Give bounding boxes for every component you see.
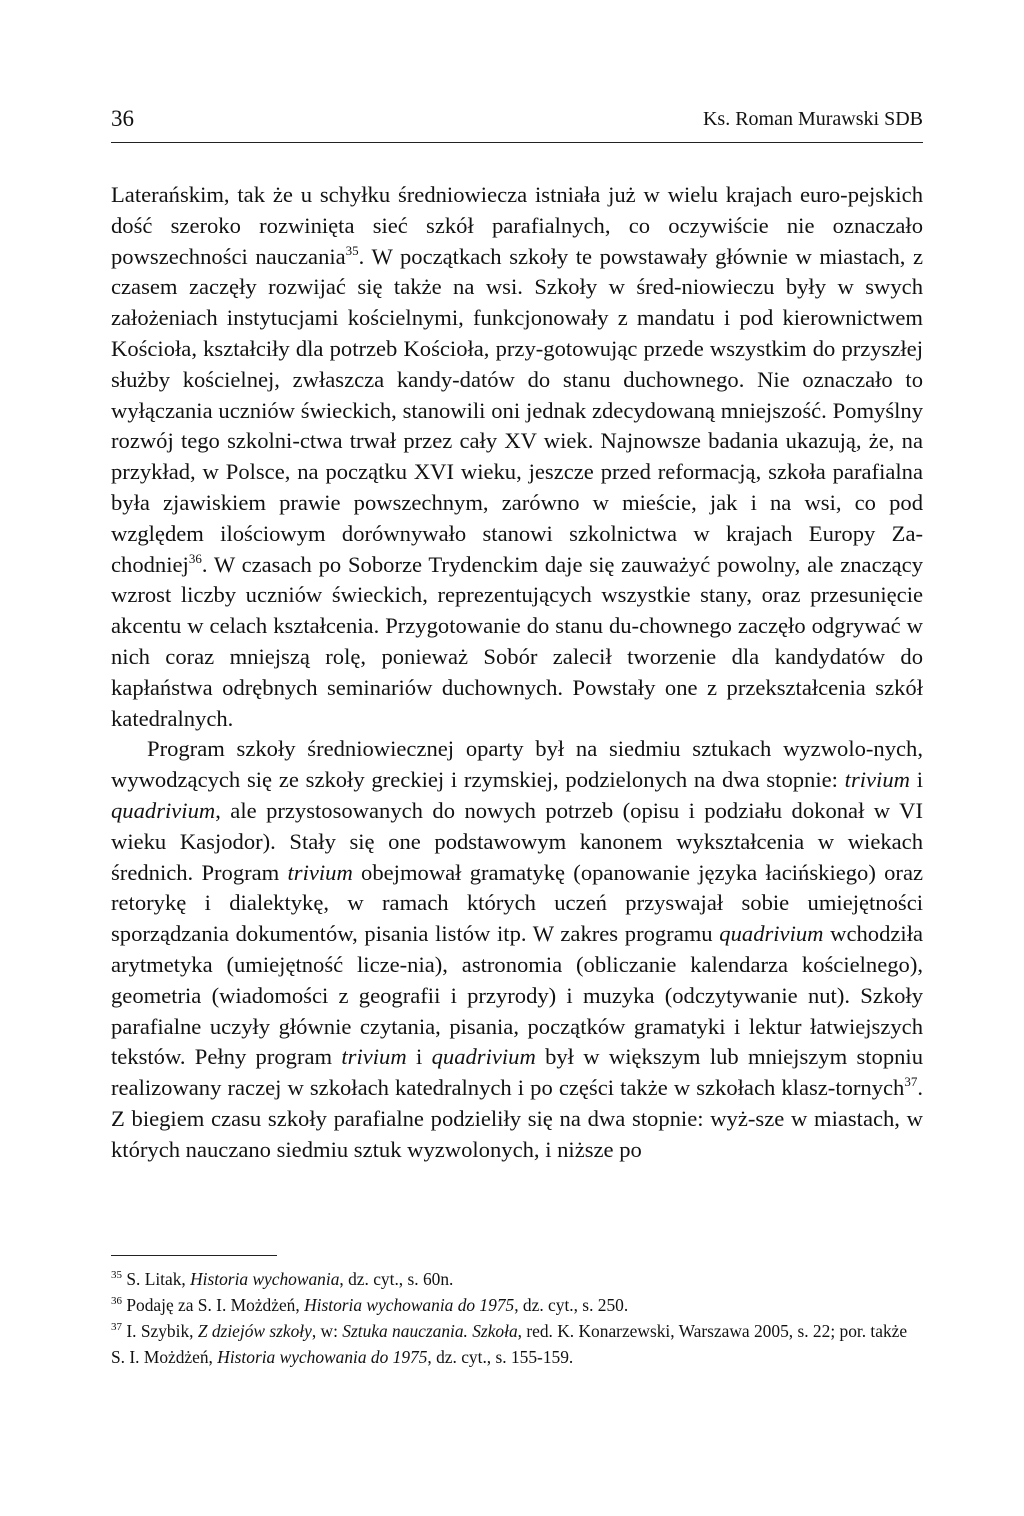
footnote-36 <box>111 1292 923 1318</box>
footnote-title: Sztuka nauczania. Szkoła <box>342 1321 518 1341</box>
italic-term: trivium <box>844 767 910 793</box>
text-run: obejmował gramatykę (opanowanie języka łacińskiego) oraz retorykę i dialektykę, w ramach których uczeń przyswajał sobie umiejętności sporządzania dokumentów, pisania listów itp. W zakres programu <box>111 859 924 947</box>
footnote-text: I. Szybik, <box>122 1321 198 1341</box>
footnote-title: Z dziejów szkoły <box>197 1321 312 1341</box>
main-text <box>111 180 923 1166</box>
paragraph-1 <box>111 180 923 734</box>
italic-term: trivium <box>341 1044 407 1070</box>
footnote-ref-36[interactable]: 36 <box>188 550 202 566</box>
footnote-35 <box>111 1266 923 1292</box>
footnotes <box>111 1266 923 1370</box>
footnote-text: , dz. cyt., s. 250. <box>514 1295 629 1315</box>
footnote-ref-37[interactable]: 37 <box>904 1074 918 1090</box>
footnote-text: S. Litak, <box>122 1269 191 1289</box>
footnote-text: , dz. cyt., s. 155-159. <box>427 1347 574 1367</box>
footnote-ref-35[interactable]: 35 <box>345 242 359 258</box>
text-run: . Z biegiem czasu szkoły parafialne podzieliły się na dwa stopnie: wyż-sze w miastach, w których nauczano siedmiu sztuk wyzwolonych, i niższe po <box>111 1075 923 1162</box>
footnote-number: 36 <box>111 1295 122 1307</box>
footnote-title: Historia wychowania do 1975 <box>304 1295 515 1315</box>
text-run: , ale przystosowanych do nowych potrzeb (opisu i podziału dokonał w VI wieku Kasjodor). Stały się one podstawowym kanonem wykształcenia w wiekach średnich. Program <box>111 797 923 885</box>
page-header <box>111 106 923 143</box>
text-run: Program szkoły średniowiecznej oparty był na siedmiu sztukach wyzwolo-nych, wywodzących się ze szkoły greckiej i rzymskiej, podzielonych na dwa stopnie: <box>111 736 923 793</box>
footnote-number: 37 <box>111 1321 122 1333</box>
footnote-37 <box>111 1318 923 1370</box>
text-run: . W czasach po Soborze Trydenckim daje się zauważyć powolny, ale znaczący wzrost liczby uczniów świeckich, reprezentujących wszystkie stany, oraz przesunięcie akcentu w celach kształcenia. Przygotowanie do stanu du-chownego zaczęło odgrywać w nich coraz mniejszą rolę, ponieważ Sobór zalecił tworzenie dla kandydatów do kapłaństwa odrębnych seminariów duchownych. Powstały one z przekształcenia szkół katedralnych. <box>111 551 923 731</box>
italic-term: quadrivium <box>431 1044 536 1070</box>
paragraph-2 <box>111 734 923 1165</box>
italic-term: quadrivium <box>719 921 824 947</box>
running-head: Ks. Roman Murawski SDB <box>702 108 923 130</box>
footnote-number: 35 <box>111 1269 122 1281</box>
text-run: Laterańskim, tak że u schyłku średniowiecza istniała już w wielu krajach euro-pejskich dość szeroko rozwinięta sieć szkół parafialnych, co oczywiście nie oznaczało powszechności nauczania <box>111 182 923 269</box>
footnote-separator <box>111 1255 277 1256</box>
text-run: był w większym lub mniejszym stopniu realizowany raczej w szkołach katedralnych i po części także w szkołach klasz-tornych <box>111 1044 923 1101</box>
footnote-text: , dz. cyt., s. 60n. <box>339 1269 454 1289</box>
text-run: wchodziła arytmetyka (umiejętność licze-nia), astronomia (obliczanie kalendarza kościelnego), geometria (wiadomości z geografii i przyrody) i muzyka (odczytywanie nut). Szkoły parafialne uczyły głównie czytania, pisania, początków gramatyki i lektur łatwiejszych tekstów. Pełny program <box>111 921 924 1070</box>
text-run: i <box>406 1044 432 1070</box>
page-number: 36 <box>111 106 134 131</box>
text-run: . W początkach szkoły te powstawały głównie w miastach, z czasem zaczęły rozwijać się także na wsi. Szkoły w śred-niowieczu były w swych założeniach instytucjami kościelnymi, funkcjonowały z mandatu i pod kierownictwem Kościoła, kształciły dla potrzeb Kościoła, przy-gotowując przede wszystkim do przyszłej służby kościelnej, zwłaszcza kandy-datów do stanu duchownego. Nie oznaczało to wyłączania uczniów świeckich, stanowili oni jednak zdecydowaną mniejszość. Pomyślny rozwój tego szkolni-ctwa trwał przez cały XV wiek. Najnowsze badania ukazują, że, na przykład, w Polsce, na początku XVI wieku, jeszcze przed reformacją, szkoła parafialna była zjawiskiem prawie powszechnym, zarówno w mieście, jak i na wsi, co pod względem ilościowym dorównywało stanowi szkolnictwa w krajach Europy Za-chodniej <box>111 243 924 577</box>
footnote-title: Historia wychowania do 1975 <box>217 1347 428 1367</box>
footnote-text: , red. K. Konarzewski, Warszawa 2005, s. 22; por. także S. I. Możdżeń, <box>111 1321 908 1367</box>
italic-term: quadrivium <box>111 797 216 823</box>
footnote-text: , w: <box>311 1321 343 1341</box>
footnote-text: Podaję za S. I. Możdżeń, <box>122 1295 305 1315</box>
footnote-title: Historia wychowania <box>190 1269 340 1289</box>
text-run: i <box>909 767 923 793</box>
italic-term: trivium <box>287 859 353 885</box>
